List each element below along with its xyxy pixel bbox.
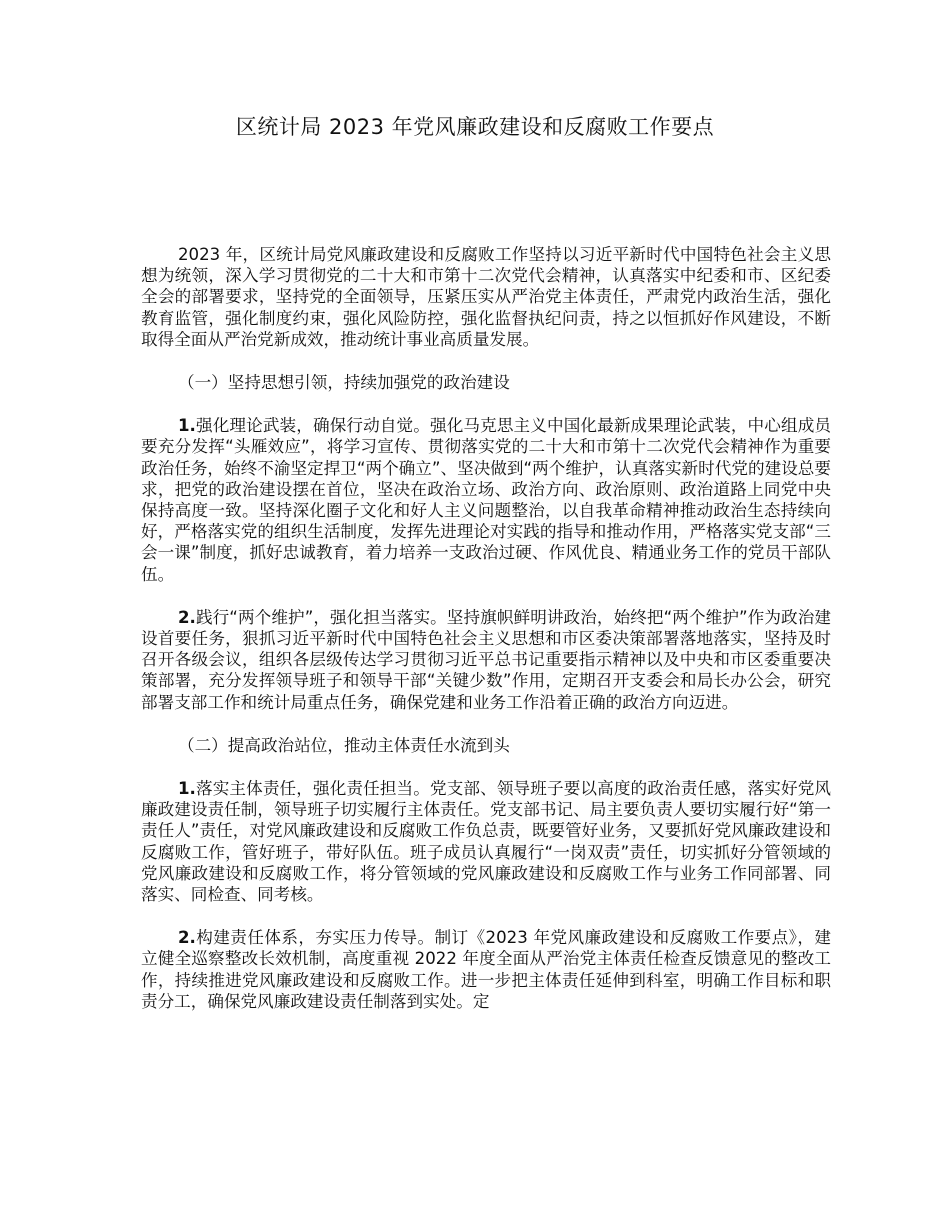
item-number: 1. [178, 779, 196, 799]
document-title: 区统计局 2023 年党风廉政建设和反腐败工作要点 [235, 115, 715, 139]
section-heading-2: （二）提高政治站位，推动主体责任水流到头 [178, 735, 510, 755]
intro-paragraph: 2023 年，区统计局党风廉政建设和反腐败工作坚持以习近平新时代中国特色社会主义思想为统领，深入学习贯彻党的二十大和市第十二次党代会精神，认真落实中纪委和市、区纪委全会的部署要求，坚持党的全面领导，压紧压实从严治党主体责任，严肃党内政治生活，强化教育监管，强化制度约束，强化风险防控，强化监督执纪问责，持之以恒抓好作风建设，不断取得全面从严治党新成效，推动统计事业高质量发展。 [141, 245, 831, 349]
item-text: 落实主体责任，强化责任担当。党支部、领导班子要以高度的政治责任感，落实好党风廉政建设责任制，领导班子切实履行主体责任。党支部书记、局主要负责人要切实履行好“第一责任人”责任，对党风廉政建设和反腐败工作负总责，既要管好业务，又要抓好党风廉政建设和反腐败工作，管好班子，带好队伍。班子成员认真履行“一岗双责”责任，切实抓好分管领域的党风廉政建设和反腐败工作，将分管领域的党风廉政建设和反腐败工作与业务工作同部署、同落实、同检查、同考核。 [141, 779, 831, 905]
section-1-item-1 [141, 415, 831, 585]
item-text: 强化理论武装，确保行动自觉。强化马克思主义中国化最新成果理论武装，中心组成员要充分发挥“头雁效应”，将学习宣传、贯彻落实党的二十大和市第十二次党代会精神作为重要政治任务，始终不渝坚定捍卫“两个确立”、坚决做到“两个维护，认真落实新时代党的建设总要求，把党的政治建设摆在首位，坚决在政治立场、政治方向、政治原则、政治道路上同党中央保持高度一致。坚持深化圈子文化和好人主义问题整治，以自我革命精神推动政治生态持续向好，严格落实党的组织生活制度，发挥先进理论对实践的指导和推动作用，严格落实党支部“三会一课”制度，抓好忠诚教育，着力培养一支政治过硬、作风优良、精通业务工作的党员干部队伍。 [141, 416, 831, 584]
section-2-item-2 [141, 927, 831, 1012]
item-text: 构建责任体系，夯实压力传导。制订《2023 年党风廉政建设和反腐败工作要点》，建立健全巡察整改长效机制，高度重视 2022 年度全面从严治党主体责任检查反馈意见的整改工作，持续推进党风廉政建设和反腐败工作。进一步把主体责任延伸到科室，明确工作目标和职责分工，确保党风廉政建设责任制落到实处。定 [141, 928, 831, 1011]
section-1-item-2 [141, 607, 831, 713]
item-number: 2. [178, 607, 196, 627]
item-number: 2. [178, 928, 196, 948]
section-2-item-1 [141, 778, 831, 905]
document-body [141, 244, 831, 1034]
item-text: ，强化担当落实。坚持旗帜鲜明讲政治，始终把“两个维护”作为政治建设首要任务，狠抓习近平新时代中国特色社会主义思想和市区委决策部署落地落实，坚持及时召开各级会议，组织各层级传达学习贯彻习近平总书记重要指示精神以及中央和市区委重要决策部署，充分发挥领导班子和领导干部“关键少数”作用，定期召开支委会和局长办公会，研究部署支部工作和统计局重点任务，确保党建和业务工作沿着正确的政治方向迈进。 [141, 607, 831, 712]
item-number: 1. [178, 416, 196, 436]
item-lead: 践行“两个维护” [195, 607, 314, 627]
section-heading-1: （一）坚持思想引领，持续加强党的政治建设 [178, 373, 510, 393]
